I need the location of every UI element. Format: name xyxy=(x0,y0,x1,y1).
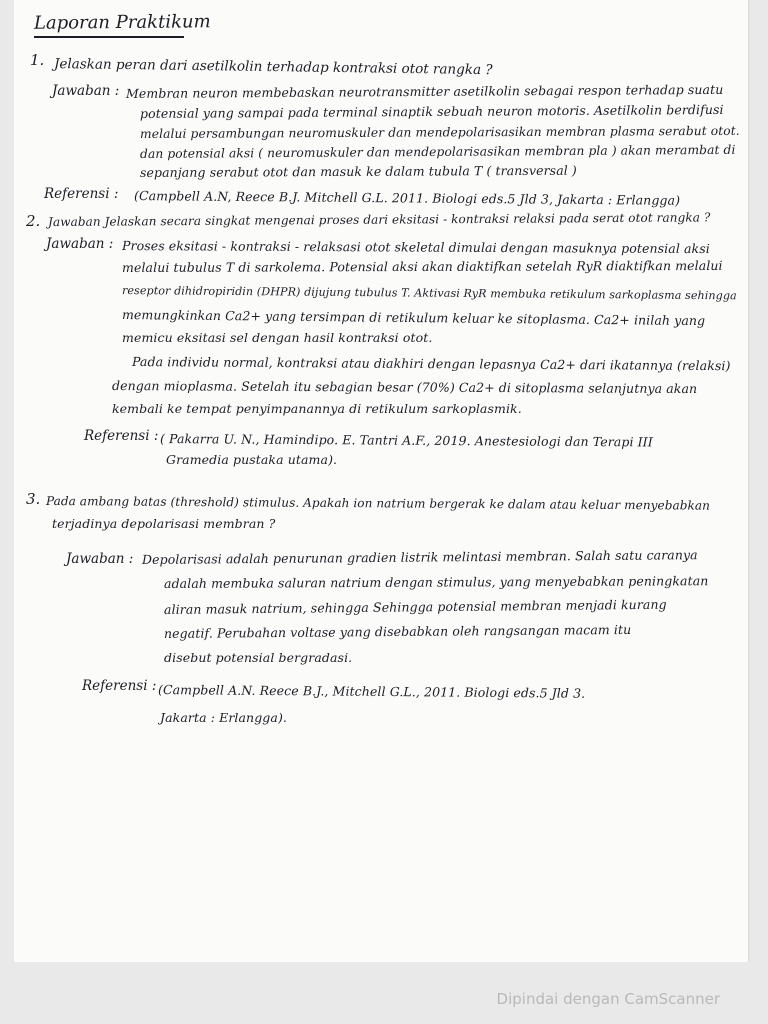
section-2-answer-line: reseptor dihidropiridin (DHPR) dijujung tubulus T. Aktivasi RyR membuka retikulum sarkoplasma sehingga xyxy=(121,284,737,303)
section-3-answer-line: negatif. Perubahan voltase yang disebabkan oleh rangsangan macam itu xyxy=(163,621,632,641)
section-3-question: terjadinya depolarisasi membran ? xyxy=(52,516,276,531)
section-3-answer-line: Depolarisasi adalah penurunan gradien listrik melintasi membran. Salah satu caranya xyxy=(141,547,698,567)
section-1-reference-label: Referensi : xyxy=(44,186,119,202)
section-2-answer-line: melalui tubulus T di sarkolema. Potensial aksi akan diaktifkan setelah RyR diaktifkan melalui xyxy=(121,257,723,275)
page-title: Laporan Praktikum xyxy=(33,11,211,34)
section-1-answer-line: potensial yang sampai pada terminal sinaptik sebuah neuron motoris. Asetilkolin berdifusi xyxy=(139,101,724,121)
section-1-reference: (Campbell A.N, Reece B.J. Mitchell G.L. 2011. Biologi eds.5 Jld 3, Jakarta : Erlangga) xyxy=(133,188,681,208)
section-2-number: 2. xyxy=(26,212,41,230)
section-1-question: Jelaskan peran dari asetilkolin terhadap kontraksi otot rangka ? xyxy=(53,56,493,79)
section-2-question: Jawaban Jelaskan secara singkat mengenai proses dari eksitasi - kontraksi relaksi pada serat otot rangka ? xyxy=(47,210,711,229)
title-underline xyxy=(34,36,184,38)
section-2-answer-label: Jawaban : xyxy=(46,236,114,252)
section-1-answer-label: Jawaban : xyxy=(52,83,120,99)
section-1-answer-line: melalui persambungan neuromuskuler dan mendepolarisasikan membran plasma serabut otot. xyxy=(139,123,740,141)
section-1-answer-line: sepanjang serabut otot dan masuk ke dalam tubula T ( transversal ) xyxy=(139,162,577,180)
section-3-answer-line: adalah membuka saluran natrium dengan stimulus, yang menyebabkan peningkatan xyxy=(163,573,709,591)
section-3-answer-line: disebut potensial bergradasi. xyxy=(164,650,353,665)
section-2-reference: ( Pakarra U. N., Hamindipo. E. Tantri A.F., 2019. Anestesiologi dan Terapi III xyxy=(159,431,653,450)
handwritten-page xyxy=(14,0,749,962)
section-2-answer-line: memungkinkan Ca2+ yang tersimpan di retikulum keluar ke sitoplasma. Ca2+ inilah yang xyxy=(121,307,706,329)
section-3-reference: (Campbell A.N. Reece B.J., Mitchell G.L., 2011. Biologi eds.5 Jld 3. xyxy=(157,682,586,701)
section-2-answer-line: memicu eksitasi sel dengan hasil kontraksi otot. xyxy=(122,330,433,345)
section-2-answer-line: dengan mioplasma. Setelah itu sebagian besar (70%) Ca2+ di sitoplasma selanjutnya akan xyxy=(111,378,698,397)
section-1-answer-line: dan potensial aksi ( neuromuskuler dan mendepolarisasikan membran pla ) akan merambat di xyxy=(139,142,736,161)
section-3-question: Pada ambang batas (threshold) stimulus. Apakah ion natrium bergerak ke dalam atau keluar menyebabkan xyxy=(45,494,711,513)
section-2-answer-line: Pada individu normal, kontraksi atau diakhiri dengan lepasnya Ca2+ dari ikatannya (relaksi) xyxy=(131,354,731,374)
section-2-reference-label: Referensi : xyxy=(84,428,159,444)
section-1-answer-line: Membran neuron membebaskan neurotransmitter asetilkolin sebagai respon terhadap suatu xyxy=(125,81,724,101)
camscanner-watermark: Dipindai dengan CamScanner xyxy=(496,990,720,1008)
section-2-answer-line: Proses eksitasi - kontraksi - relaksasi otot skeletal dimulai dengan masuknya potensial aksi xyxy=(121,238,710,257)
section-3-reference: Jakarta : Erlangga). xyxy=(160,710,288,725)
section-1-number: 1. xyxy=(30,51,45,69)
section-3-number: 3. xyxy=(26,490,41,508)
section-2-answer-line: kembali ke tempat penyimpanannya di retikulum sarkoplasmik. xyxy=(112,401,522,416)
section-3-reference-label: Referensi : xyxy=(82,678,157,694)
section-3-answer-label: Jawaban : xyxy=(66,551,134,567)
section-3-answer-line: aliran masuk natrium, sehingga Sehingga potensial membran menjadi kurang xyxy=(163,596,667,617)
section-2-reference: Gramedia pustaka utama). xyxy=(166,452,338,467)
